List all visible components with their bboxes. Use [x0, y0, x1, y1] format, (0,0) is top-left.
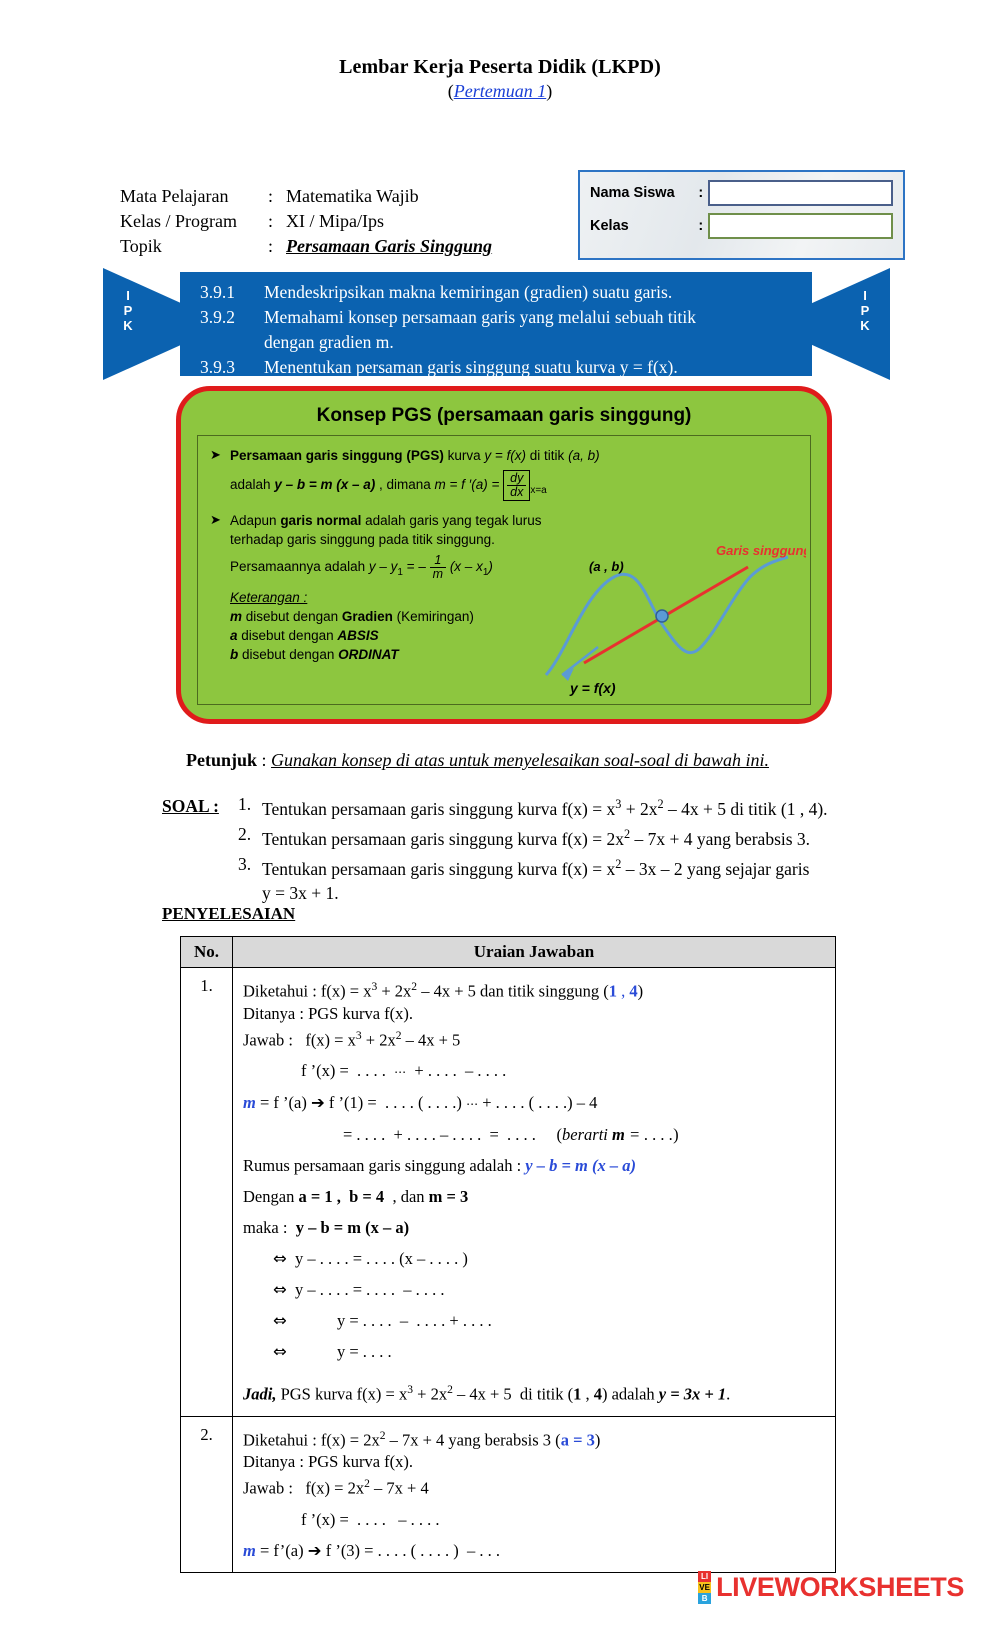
r1-l9: maka : y – b = m (x – a)	[243, 1218, 410, 1237]
identity-block	[120, 184, 590, 259]
ipk-item-2	[200, 305, 802, 330]
concept-b2-line2: terhadap garis singgung pada titik singgung.	[230, 532, 495, 547]
identity-value-class: XI / Mipa/Ips	[286, 211, 384, 231]
student-name-row	[590, 180, 893, 206]
r1-l6: = . . . . + . . . . – . . . . = . . . . (berarti m = . . . .)	[343, 1125, 679, 1144]
concept-b1-mdef: m = f ′(a) =	[434, 477, 500, 493]
soal-num-2: 2.	[238, 823, 252, 844]
svg-text:y = f(x)	[569, 680, 616, 696]
r1-l2: Ditanya : PGS kurva f(x).	[243, 1003, 414, 1023]
identity-row-class	[120, 209, 590, 234]
ipk-left-label: I P K	[123, 288, 133, 333]
petunjuk-text: Gunakan konsep di atas untuk menyelesaikan soal-soal di bawah ini.	[271, 750, 769, 770]
ipk-text-1: Mendeskripsikan makna kemiringan (gradien) suatu garis.	[264, 282, 673, 302]
page-subtitle	[0, 81, 1000, 102]
r1-l11: ⇔ y – . . . . = . . . . – . . . .	[273, 1280, 445, 1299]
concept-b2-t1: Adapun	[230, 513, 277, 528]
ipk-text-3: Menentukan persaman garis singgung suatu kurva y = f(x).	[264, 357, 678, 377]
row-1-content	[233, 968, 836, 1417]
identity-colon-class: :	[268, 211, 274, 231]
identity-label-class: Kelas / Program	[120, 211, 237, 231]
concept-b1-t5: di titik	[529, 448, 565, 463]
derivative-den: dx	[510, 485, 524, 499]
concept-b1-t4: y = f(x)	[484, 448, 527, 463]
identity-label-topic: Topik	[120, 236, 162, 256]
concept-b2-close: )	[488, 559, 493, 575]
r1-l1: Diketahui : $f(x) = x^3 + 2x^2 - 4x + 5$ dan titik singgung (1 , 4)	[243, 981, 644, 1001]
meeting-link[interactable]: Pertemuan 1	[453, 81, 547, 101]
logo-badge-icon	[698, 1571, 711, 1604]
r1-l14: Jadi, PGS kurva $f(x) = x^3 + 2x^2 - 4x + 5$ di titik (1 , 4) adalah y = 3x + 1.	[243, 1384, 731, 1404]
soal-label: SOAL :	[162, 796, 219, 816]
concept-b2-x-sub: 1	[482, 566, 489, 578]
soal-text-3-cont: y = 3x + 1.	[262, 883, 339, 904]
concept-b1-t3: kurva	[447, 448, 481, 463]
student-name-colon: :	[698, 185, 704, 201]
ipk-arrow-left	[103, 268, 183, 380]
keterangan-mid-a: disebut dengan	[237, 627, 338, 643]
answer-table-header-row	[181, 937, 836, 968]
r2-l4: f ’(x) = . . . . – . . . .	[301, 1509, 440, 1529]
row-2-no: 2.	[181, 1416, 233, 1572]
keterangan-sym-b: b	[230, 646, 239, 662]
r1-l5: m = f ’(a) ➔ f ’(1) = . . . . ( . . . .) ⋯ + . . . . ( . . . .) – 4	[243, 1093, 598, 1112]
ipk-arrow-right	[810, 268, 890, 380]
liveworksheets-logo[interactable]	[698, 1571, 964, 1604]
r1-l13: ⇔ y = . . . .	[273, 1342, 392, 1361]
table-row	[181, 1416, 836, 1572]
row-2-content	[233, 1416, 836, 1572]
concept-b1-dimana: , dimana	[379, 477, 431, 493]
concept-b1-t2: (PGS)	[406, 448, 444, 463]
keterangan-sym-a: a	[230, 627, 238, 643]
logo-cell-b: B	[698, 1593, 711, 1604]
soal-item-3	[238, 852, 942, 882]
derivative-subscript: x=a	[530, 484, 547, 496]
derivative-fraction	[507, 472, 526, 499]
row-1-no: 1.	[181, 968, 233, 1417]
concept-inner	[197, 435, 811, 705]
soal-num-3: 3.	[238, 853, 252, 874]
concept-b2-t3: adalah garis yang tegak lurus	[365, 513, 542, 528]
petunjuk-colon: :	[257, 750, 272, 770]
identity-row-subject	[120, 184, 590, 209]
answer-table	[180, 936, 836, 1573]
normal-fraction	[430, 554, 446, 581]
concept-b2-line1	[230, 511, 798, 530]
tangent-graph-illustration	[536, 535, 806, 700]
svg-text:Garis singgung	[716, 543, 806, 558]
petunjuk-line	[186, 750, 769, 771]
soal-text-2: Tentukan persamaan garis singgung kurva $f(x) = 2x^2 - 7x + 4$ yang berabsis 3.	[262, 826, 811, 849]
petunjuk-label: Petunjuk	[186, 750, 258, 770]
ipk-text-2: Memahami konsep persamaan garis yang melalui sebuah titik	[264, 307, 697, 327]
r2-l2: Ditanya : PGS kurva f(x).	[243, 1452, 414, 1471]
arrow-bullet-icon: ➤	[210, 448, 221, 463]
student-class-label: Kelas	[590, 218, 629, 234]
concept-b2-t2: garis normal	[280, 513, 362, 528]
concept-box	[176, 386, 832, 724]
student-class-row	[590, 213, 893, 239]
keterangan-term-m: Gradien	[341, 608, 393, 624]
logo-cell-ve: VE	[699, 1583, 710, 1592]
normal-den: m	[432, 567, 444, 581]
ipk-right-label: I P K	[860, 288, 870, 333]
soal-section	[162, 792, 942, 906]
concept-bullet-1	[210, 446, 798, 501]
concept-b2-y-sub: 1	[397, 566, 403, 578]
keterangan-tail-m: (Kemiringan)	[392, 608, 474, 624]
r1-l3: Jawab : $f(x) = x^3 + 2x^2 - 4x + 5$	[243, 1029, 461, 1049]
graph-point-label: (a , b)	[589, 559, 624, 574]
ipk-text-2-cont: dengan gradien m.	[264, 332, 394, 352]
concept-b1-line2	[230, 470, 798, 501]
logo-brand-text: LIVEWORKSHEETS	[716, 1572, 964, 1602]
r1-l10: ⇔ y – . . . . = . . . . (x – . . . . )	[273, 1249, 468, 1268]
student-class-colon: :	[698, 218, 704, 234]
concept-title: Konsep PGS (persamaan garis singgung)	[316, 405, 692, 426]
keterangan-mid-m: disebut dengan	[242, 608, 342, 624]
identity-row-topic	[120, 234, 590, 259]
identity-value-topic: Persamaan Garis Singgung	[286, 236, 493, 256]
svg-text:(a , b)	[589, 559, 624, 574]
concept-b2-eq: = –	[406, 559, 426, 575]
student-name-input[interactable]	[708, 180, 893, 206]
r1-l8: Dengan a = 1 , b = 4 , dan m = 3	[243, 1187, 469, 1206]
r2-l3: Jawab : $f(x) = 2x^2 - 7x + 4$	[243, 1478, 429, 1498]
student-info-box	[578, 170, 905, 260]
student-class-input[interactable]	[708, 213, 893, 239]
concept-b1-adalah: adalah	[230, 477, 271, 493]
soal-text-1: Tentukan persamaan garis singgung kurva $f(x) = x^3 + 2x^2 - 4x + 5$ di titik (1 , 4).	[262, 797, 828, 819]
concept-b2-persamaannya: Persamaannya adalah	[230, 559, 366, 575]
header-no: No.	[181, 937, 233, 968]
keterangan-label: Keterangan :	[230, 589, 308, 605]
soal-list	[238, 792, 942, 906]
r2-l1: Diketahui : $f(x) = 2x^2 - 7x + 4$ yang berabsis 3 (a = 3)	[243, 1429, 601, 1449]
soal-num-1: 1.	[238, 794, 252, 814]
arrow-bullet-icon-2: ➤	[210, 513, 221, 528]
soal-text-3: Tentukan persamaan garis singgung kurva $f(x) = x^2 - 3x - 2$ yang sejajar garis	[262, 856, 810, 879]
identity-colon-subject: :	[268, 186, 274, 206]
identity-value-subject: Matematika Wajib	[286, 186, 419, 206]
page-title: Lembar Kerja Peserta Didik (LKPD)	[339, 56, 661, 78]
r1-l7: Rumus persamaan garis singgung adalah : y – b = m (x – a)	[243, 1156, 636, 1175]
logo-cell-li: LI	[698, 1571, 711, 1582]
soal-item-1	[238, 792, 942, 822]
document-page	[0, 56, 1000, 1626]
keterangan-mid-b: disebut dengan	[238, 646, 339, 662]
ipk-item-3	[200, 355, 802, 380]
r2-l5: m = f’(a) ➔ f ’(3) = . . . . ( . . . . ) – . . .	[243, 1540, 500, 1560]
soal-item-2	[238, 822, 942, 852]
ipk-code-2: 3.9.2	[200, 307, 235, 327]
concept-b1-line1	[230, 446, 798, 465]
identity-colon-topic: :	[268, 236, 274, 256]
ipk-code-1: 3.9.1	[200, 282, 235, 302]
concept-b1-formula: y – b = m (x – a)	[274, 477, 376, 493]
graph-tangent-label: Garis singgung	[716, 543, 806, 558]
concept-b1-t6: (a, b)	[568, 448, 600, 463]
concept-b2-x: (x – x	[449, 559, 483, 575]
subtitle-open-paren: (	[447, 81, 454, 101]
subtitle-close-paren: )	[546, 81, 553, 101]
table-row	[181, 968, 836, 1417]
keterangan-sym-m: m	[230, 608, 243, 624]
ipk-code-3: 3.9.3	[200, 357, 235, 377]
concept-b1-t1: Persamaan garis singgung	[230, 448, 403, 463]
r1-l12: ⇔ y = . . . . – . . . . + . . . .	[273, 1311, 492, 1330]
ipk-banner	[180, 272, 812, 376]
graph-curve-label: y = f(x)	[570, 680, 616, 696]
concept-b2-y: y – y	[368, 559, 398, 575]
header-uraian: Uraian Jawaban	[233, 937, 836, 968]
ipk-list	[180, 272, 812, 380]
normal-num: 1	[430, 554, 446, 568]
ipk-item-1	[200, 280, 802, 305]
keterangan-term-a: ABSIS	[337, 627, 379, 643]
derivative-num: dy	[507, 472, 526, 486]
identity-label-subject: Mata Pelajaran	[120, 186, 229, 206]
derivative-bracket	[503, 470, 530, 501]
r1-l4: f ’(x) = . . . . ⋯ + . . . . – . . . .	[301, 1061, 507, 1080]
penyelesaian-heading: PENYELESAIAN	[162, 904, 296, 923]
student-name-label: Nama Siswa	[590, 185, 675, 201]
keterangan-term-b: ORDINAT	[338, 646, 399, 662]
